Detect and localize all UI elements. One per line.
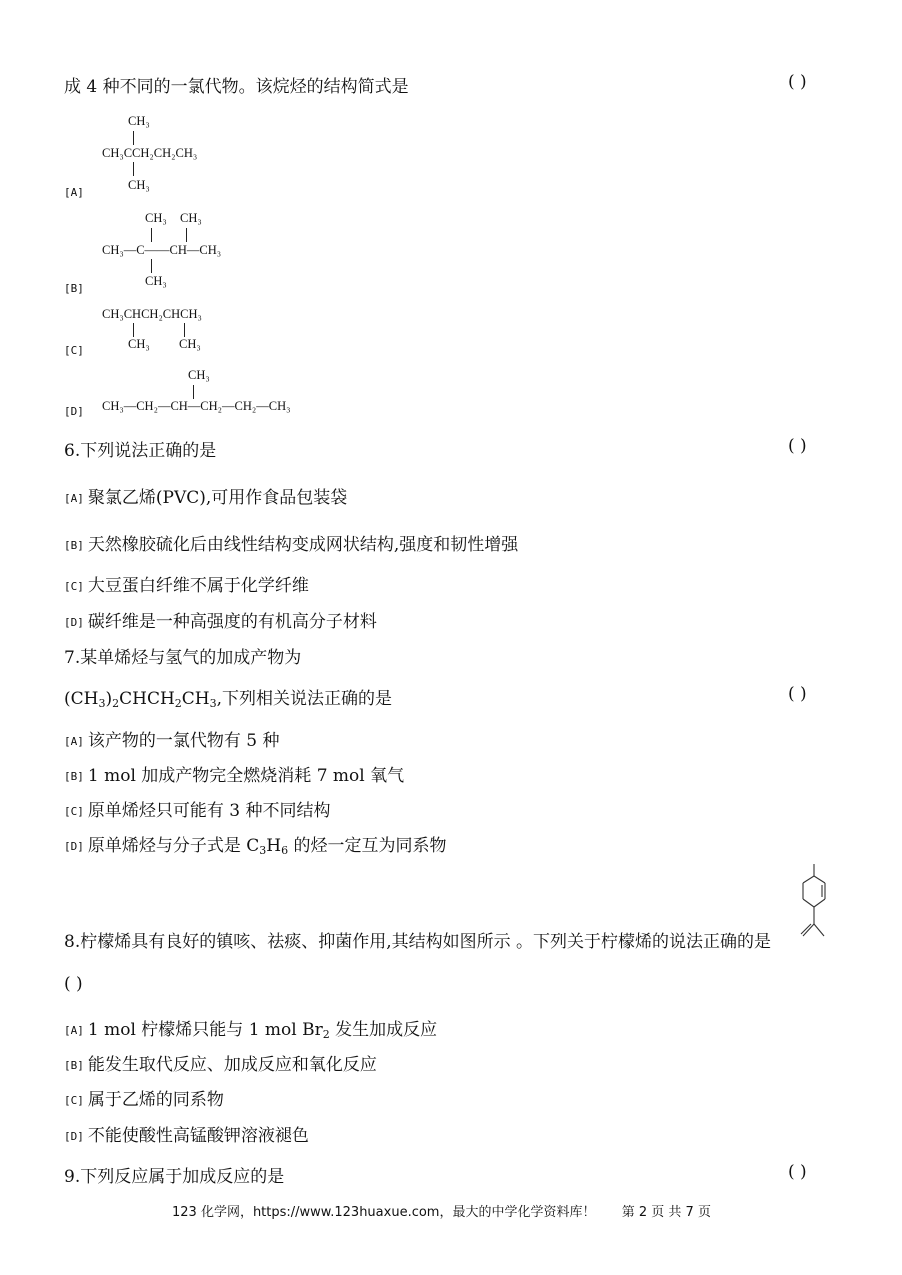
q6-a-text: 聚氯乙烯(PVC),可用作食品包装袋 (87, 488, 348, 508)
footer-site-link[interactable]: 123 化学网，https://www.123huaxue.com，最大的中学化学资料库！ (172, 1205, 596, 1220)
q9-answer-paren: ( ) (788, 1162, 807, 1182)
q6-option-d[interactable] (64, 607, 377, 632)
q8-option-d[interactable] (64, 1121, 309, 1146)
q5-c-bond-1 (133, 323, 134, 337)
q6-option-c[interactable] (64, 571, 309, 596)
q8-d-label: [D] (64, 1130, 84, 1143)
q5-d-label: [D] (64, 405, 84, 418)
q6-a-label: [A] (64, 492, 84, 505)
q7-d-text: 原单烯烃与分子式是 $C_3H_6$ 的烃一定互为同系物 (87, 836, 447, 857)
q8-a-text: 1 mol 柠檬烯只能与 1 mol $Br_2$ 发生加成反应 (87, 1020, 438, 1041)
q5-d-main-chain: CH₃—CH₂—CH—CH₂—CH₂—CH₃ (102, 399, 291, 413)
q6-c-label: [C] (64, 580, 84, 593)
q6-d-label: [D] (64, 616, 84, 629)
q7-b-label: [B] (64, 770, 84, 783)
q7-d-label: [D] (64, 840, 84, 853)
q7-c-label: [C] (64, 805, 84, 818)
q5-d-bond-top (193, 385, 194, 399)
q5-b-bottom-methyl: CH₃ (145, 274, 167, 288)
q5-b-top-methyl-2: CH₃ (180, 211, 202, 225)
q5-a-label: [A] (64, 186, 84, 199)
q8-option-c[interactable] (64, 1085, 224, 1110)
q7-option-c[interactable] (64, 796, 331, 821)
q5-c-methyl-1: CH₃ (128, 337, 150, 351)
q7-a-text: 该产物的一氯代物有 5 种 (87, 731, 280, 751)
q5-answer-paren: ( ) (788, 72, 807, 92)
q8-c-text: 属于乙烯的同系物 (87, 1090, 224, 1110)
q7-b-text: 1 mol 加成产物完全燃烧消耗 7 mol 氧气 (87, 766, 405, 786)
q5-b-bond-top-1 (151, 228, 152, 242)
q5-b-bond-top-2 (186, 228, 187, 242)
q8-answer-paren: ( ) (64, 974, 83, 994)
q6-d-text: 碳纤维是一种高强度的有机高分子材料 (87, 612, 377, 632)
q6-answer-paren: ( ) (788, 436, 807, 456)
q8-b-label: [B] (64, 1059, 84, 1072)
q7-option-b[interactable] (64, 761, 404, 786)
q7-option-d[interactable] (64, 831, 447, 856)
q5-a-bond-bottom (133, 162, 134, 176)
q5-b-label: [B] (64, 282, 84, 295)
q8-option-a[interactable] (64, 1015, 437, 1040)
q7-stem-tail: ,下列相关说法正确的是 (216, 689, 393, 709)
q5-a-main-chain: CH₃CCH₂CH₂CH₃ (102, 146, 198, 160)
q5-b-bond-bottom (151, 259, 152, 273)
limonene-structure-icon (794, 862, 834, 944)
q7-option-a[interactable] (64, 726, 280, 751)
q5-c-bond-2 (184, 323, 185, 337)
q5-c-main-chain: CH₃CHCH₂CHCH₃ (102, 307, 202, 321)
q8-d-text: 不能使酸性高锰酸钾溶液褪色 (87, 1126, 309, 1146)
q5-b-main-chain: CH₃—C——CH—CH₃ (102, 243, 222, 257)
q7-a-label: [A] (64, 735, 84, 748)
q8-b-text: 能发生取代反应、加成反应和氧化反应 (87, 1055, 377, 1075)
q6-option-a[interactable] (64, 483, 347, 508)
q5-c-label: [C] (64, 344, 84, 357)
q6-c-text: 大豆蛋白纤维不属于化学纤维 (87, 576, 309, 596)
q8-stem: 8.柠檬烯具有良好的镇咳、祛痰、抑菌作用,其结构如图所示 。下列关于柠檬烯的说法正确的是 (64, 932, 772, 952)
q8-option-b[interactable] (64, 1050, 377, 1075)
q8-c-label: [C] (64, 1094, 84, 1107)
q6-b-label: [B] (64, 539, 84, 552)
q5-a-bond-top (133, 131, 134, 145)
q7-formula: $(CH_3)_2CHCH_2CH_3$ (64, 689, 217, 710)
q7-stem-line1: 7.某单烯烃与氢气的加成产物为 (64, 648, 302, 668)
q5-stem: 成 4 种不同的一氯代物。该烷烃的结构简式是 (64, 77, 409, 97)
q5-b-top-methyl-1: CH₃ (145, 211, 167, 225)
q6-option-b[interactable] (64, 530, 518, 555)
q5-c-methyl-2: CH₃ (179, 337, 201, 351)
q5-d-top-methyl: CH₃ (188, 368, 210, 382)
q9-stem: 9.下列反应属于加成反应的是 (64, 1167, 285, 1187)
q8-a-label: [A] (64, 1024, 84, 1037)
footer (172, 1201, 711, 1220)
q7-answer-paren: ( ) (788, 684, 807, 704)
q7-stem-line2 (64, 684, 392, 709)
q5-a-bottom-methyl: CH₃ (128, 178, 150, 192)
q6-b-text: 天然橡胶硫化后由线性结构变成网状结构,强度和韧性增强 (87, 535, 519, 555)
q6-stem: 6.下列说法正确的是 (64, 441, 217, 461)
q7-c-text: 原单烯烃只可能有 3 种不同结构 (87, 801, 331, 821)
q5-a-top-methyl: CH₃ (128, 114, 150, 128)
footer-page-number: 第 2 页 共 7 页 (621, 1205, 711, 1220)
